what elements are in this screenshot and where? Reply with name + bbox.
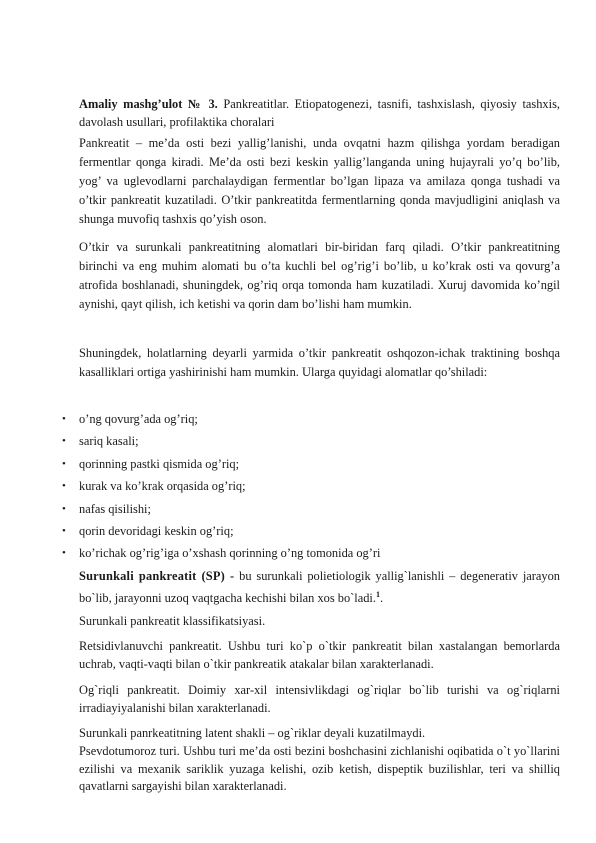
pseudotumor-type: Psevdotumoroz turi. Ushbu turi me’da osti bezini boshchasini zichlanishi oqibatida o`t yo`llarini ezilishi va mexanik sariklik yuzaga kelishi, ozib ketish, dispeptik buzilishlar, teri va shilliq qavatlarni sargayishi bilan xarakterlanadi. [79, 744, 560, 793]
paragraph-symptoms: O’tkir va surunkali pankreatitning alomatlari bir-biridan farq qiladi. O’tkir pankreatitning birinchi va eng muhim alomati bu o’ta kuchli bel og’rig’i bo’lib, u ko’krak osti va qovurg’a atrofida boshlanadi, shuningdek, og’riq orqa tomonda ham kuzatiladi. Xuruj davomida ko’ngil aynishi, qayt qilish, ich ketishi va qorin dam bo’lishi ham mumkin. [79, 240, 560, 311]
heading-bold: Amaliy mashg’ulot № 3. [79, 97, 218, 111]
list-item: • qorinning pastki qismida og’riq; [0, 453, 560, 475]
bullet-icon: • [62, 413, 66, 425]
latent-type: Surunkali panrkeatitning latent shakli – og`riklar deyali kuzatilmaydi. [79, 726, 426, 740]
chronic-pancreatitis-definition: Surunkali pankreatit (SP) - bu surunkali polietiologik yallig`lanishli – degenerativ jarayon bo`lib, jarayonni uzoq vaqtgacha kechishi bilan xos bo`ladi.$^1$. [79, 569, 560, 605]
bullet-icon: • [62, 524, 66, 537]
bullet-icon: • [62, 435, 66, 448]
heading-rest: Pankreatitlar. Etiopatogenezi, tasnifi, tashxislash, qiyosiy tashxis, davolash usullari, profilaktika choralari [79, 97, 560, 129]
classification-title: Surunkali pankreatit klassifikatsiyasi. [79, 614, 266, 628]
section-heading [79, 96, 560, 131]
bullet-icon: • [62, 457, 66, 470]
bullet-icon: • [62, 547, 66, 560]
bullet-icon: • [62, 480, 66, 493]
list-item: • qorin devoridagi keskin og’riq; [0, 520, 560, 542]
list-item: • o’ng qovurg’ada og’riq; [0, 408, 560, 430]
footnote-marker: 1 [375, 589, 380, 599]
list-item: • nafas qisilishi; [0, 498, 560, 520]
list-item: • kurak va ko’krak orqasida og’riq; [0, 475, 560, 497]
list-item: • ko’richak og’rig’iga o’xshash qorinning o’ng tomonida og’ri [0, 542, 560, 564]
paragraph-definition: Pankreatit – me’da osti bezi yallig’lanishi, unda ovqatni hazm qilishga yordam beradigan fermentlar qonga kiradi. Me’da osti bezi keskin yallig’langanda uning hujayrali yo’q bo’lib, yog’ va uglevodlarni parchalaydigan fermentlar bo’lgan lipaza va amilaza qonga tushadi va o’tkir pankreatit kuzatiladi. O’tkir pankreatitda fermentlarning qonda mavjudligini aniqlash va shunga muvofiq tashxis qo’yish oson. [79, 136, 560, 226]
paragraph-hidden-forms: Shuningdek, holatlarning deyarli yarmida o’tkir pankreatit oshqozon-ichak traktining boshqa kasalliklari ortiga yashirinishi ham mumkin. Ularga quyidagi alomatlar qo’shiladi: [79, 346, 560, 379]
recurrent-type: Retsidivlanuvchi pankreatit. Ushbu turi ko`p o`tkir pankreatit bilan xastalangan bemorlarda uchrab, vaqti-vaqti bilan o`tkir pankreatik atakalar bilan xarakterlanadi. [79, 639, 560, 671]
bullet-icon: • [62, 502, 66, 515]
list-item: • sariq kasali; [0, 430, 560, 452]
symptom-list [0, 408, 560, 565]
chronic-term: Surunkali pankreatit (SP) - [79, 569, 235, 583]
painful-type: Og`riqli pankreatit. Doimiy xar-xil intensivlikdagi og`riqlar bo`lib turishi va og`riqlarni irradiayiyalanishi bilan xarakterlanadi. [79, 683, 560, 715]
